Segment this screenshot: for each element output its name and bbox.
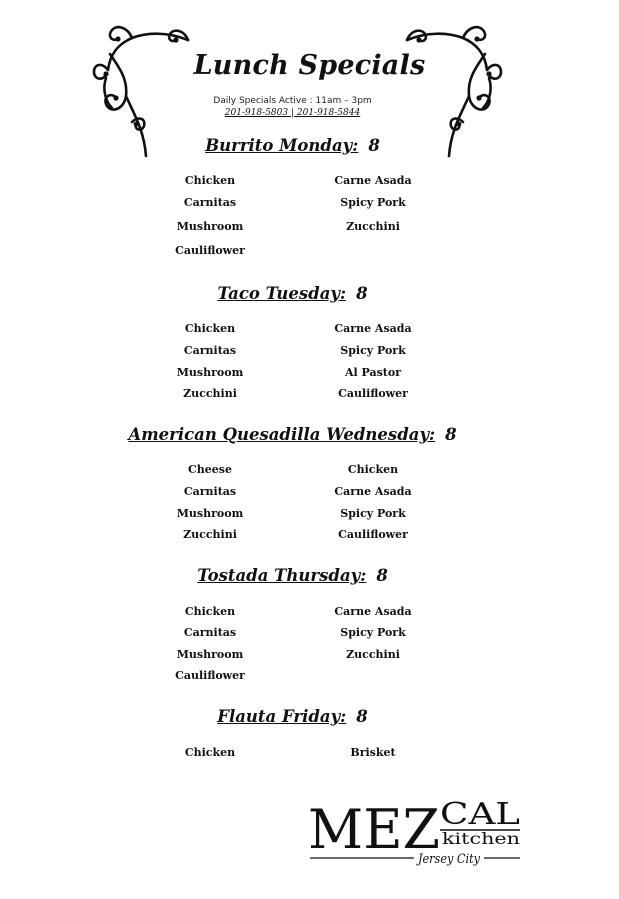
- menu-item: Carnitas: [183, 485, 237, 498]
- menu-item: Carnitas: [183, 626, 237, 639]
- menu-item: Brisket: [350, 746, 396, 759]
- menu-item: Chicken: [184, 605, 236, 618]
- menu-item: Cauliflower: [338, 528, 408, 541]
- menu-item: Mushroom: [176, 366, 244, 379]
- menu-item: Chicken: [347, 463, 399, 476]
- menu-item: Chicken: [184, 746, 236, 759]
- menu-item: Carne Asada: [334, 605, 412, 618]
- section-price: 8: [445, 425, 457, 444]
- menu-item: Cauliflower: [338, 387, 408, 400]
- logo-mez: MEZ: [308, 798, 440, 861]
- menu-item: Spicy Pork: [340, 507, 406, 520]
- menu-item: Zucchini: [183, 528, 237, 541]
- menu-item: Zucchini: [346, 220, 400, 233]
- logo-cal: CAL: [440, 797, 521, 832]
- phone-numbers: 201-918-5803 | 201-918-5844: [224, 108, 361, 118]
- menu-item: Carne Asada: [334, 485, 412, 498]
- menu-item: Carnitas: [183, 196, 237, 209]
- menu-item: Spicy Pork: [340, 626, 406, 639]
- menu-item: Al Pastor: [344, 366, 402, 379]
- mezcal-kitchen-logo: [306, 792, 524, 872]
- page-title: Lunch Specials: [193, 50, 426, 81]
- section-heading-burrito-monday: [0, 136, 585, 155]
- menu-item: Mushroom: [176, 648, 244, 661]
- menu-item: Chicken: [184, 322, 236, 335]
- section-heading-flauta-friday: [0, 707, 585, 726]
- menu-item: Cauliflower: [175, 669, 245, 682]
- menu-item: Cauliflower: [175, 244, 245, 257]
- menu-item: Mushroom: [176, 220, 244, 233]
- logo-kitchen: kitchen: [442, 829, 520, 848]
- menu-item: Zucchini: [346, 648, 400, 661]
- section-price: 8: [376, 566, 388, 585]
- menu-item: Carnitas: [183, 344, 237, 357]
- menu-item: Zucchini: [183, 387, 237, 400]
- section-heading-quesadilla-wednesday: [0, 425, 585, 444]
- section-heading-tostada-thursday: [0, 566, 585, 585]
- menu-item: Mushroom: [176, 507, 244, 520]
- section-name: American Quesadilla Wednesday:: [128, 425, 436, 444]
- section-price: 8: [356, 707, 368, 726]
- section-price: 8: [368, 136, 380, 155]
- hours-text: Daily Specials Active : 11am – 3pm: [213, 96, 372, 106]
- section-name: Taco Tuesday:: [217, 284, 347, 303]
- logo-city: Jersey City: [415, 852, 481, 867]
- menu-item: Carne Asada: [334, 322, 412, 335]
- menu-item: Spicy Pork: [340, 344, 406, 357]
- menu-item: Chicken: [184, 174, 236, 187]
- section-heading-taco-tuesday: [0, 284, 585, 303]
- section-price: 8: [356, 284, 368, 303]
- menu-item: Carne Asada: [334, 174, 412, 187]
- section-name: Flauta Friday:: [217, 707, 347, 726]
- section-name: Tostada Thursday:: [197, 566, 367, 585]
- section-name: Burrito Monday:: [205, 136, 359, 155]
- menu-item: Cheese: [188, 463, 232, 476]
- menu-item: Spicy Pork: [340, 196, 406, 209]
